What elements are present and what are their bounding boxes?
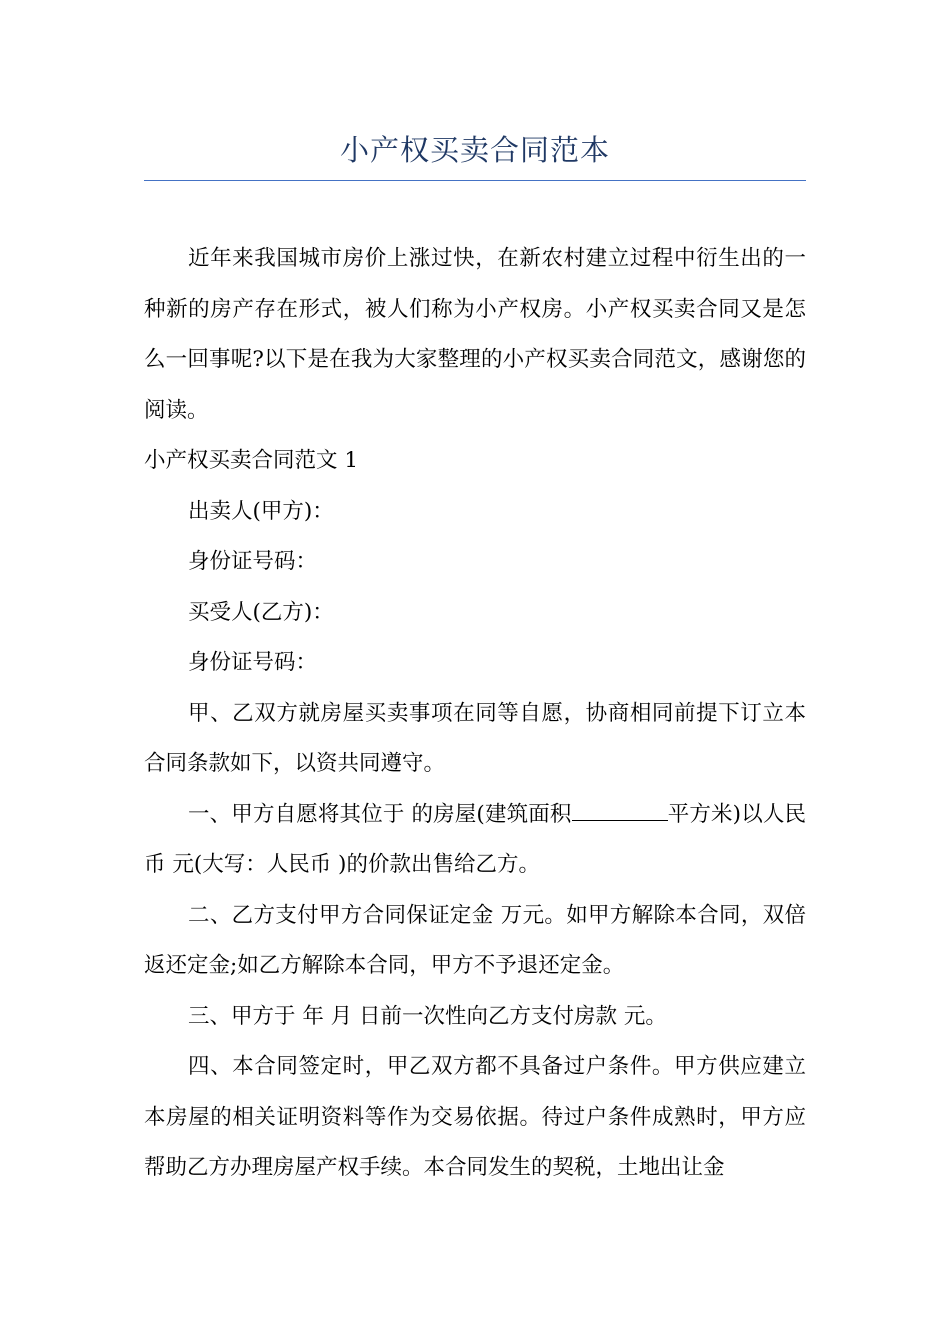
area-blank-line [572,802,668,821]
intro-paragraph: 近年来我国城市房价上涨过快，在新农村建立过程中衍生出的一种新的房产存在形式，被人们称为小产权房。小产权买卖合同又是怎么一回事呢?以下是在我为大家整理的小产权买卖合同范文，感谢您的阅读。 [144,246,806,423]
document-title: 小产权买卖合同范本 [339,133,610,167]
seller-id-label: 身份证号码： [188,549,318,574]
document-body [144,234,806,1194]
buyer-label: 买受人(乙方)： [188,599,334,625]
clause-2: 二、乙方支付甲方合同保证定金 万元。如甲方解除本合同，双倍返还定金;如乙方解除本合同，甲方不予退还定金。 [144,902,806,978]
section-heading: 小产权买卖合同范文 1 [144,448,359,473]
seller-label: 出卖人(甲方)： [188,498,334,524]
clause-1 [144,790,806,891]
clause-1-part-2: 平方米)以人民币 元(大写：人民币 )的价款出售给乙方。 [144,801,806,877]
clause-4: 四、本合同签定时，甲乙双方都不具备过户条件。甲方供应建立本房屋的相关证明资料等作为交易依据。待过户条件成熟时，甲方应帮助乙方办理房屋产权手续。本合同发生的契税，土地出让金 [144,1054,806,1180]
buyer-id-label: 身份证号码： [188,650,318,675]
preamble-paragraph: 甲、乙双方就房屋买卖事项在同等自愿，协商相同前提下订立本合同条款如下，以资共同遵守。 [144,700,806,776]
clause-1-part-1: 一、甲方自愿将其位于 的房屋(建筑面积 [188,801,572,827]
title-underline [144,180,806,181]
clause-3: 三、甲方于 年 月 日前一次性向乙方支付房款 元。 [188,1003,667,1029]
